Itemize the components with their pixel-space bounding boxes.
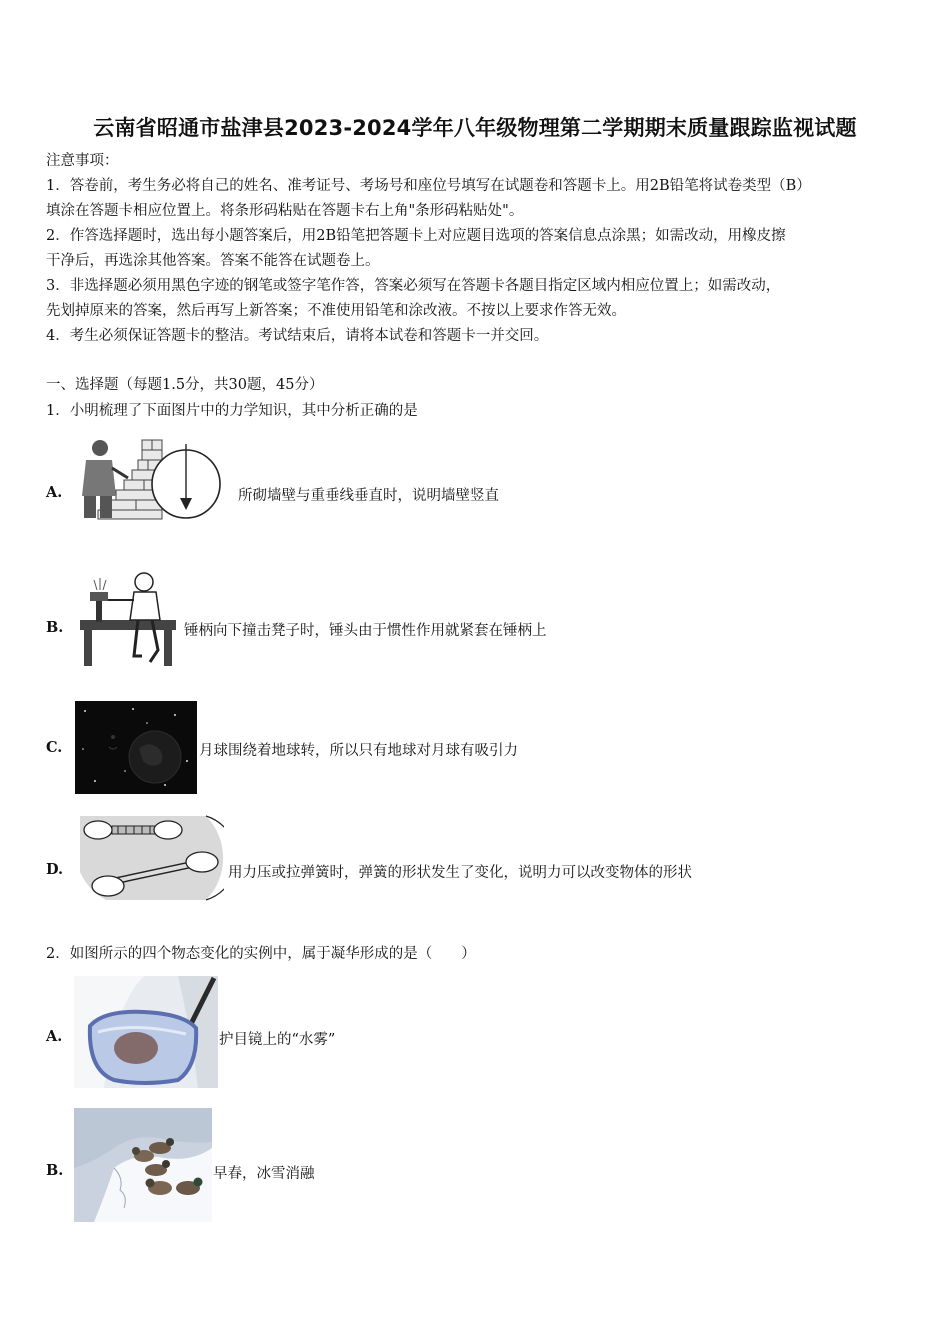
option-text: 早春，冰雪消融 — [213, 1166, 315, 1182]
option-letter: A. — [46, 484, 63, 501]
plumb-line-wall-figure — [76, 436, 232, 520]
notice-line: 先划掉原来的答案，然后再写上新答案；不准使用铅笔和涂改液。不按以上要求作答无效。 — [46, 303, 626, 319]
option-text: 用力压或拉弹簧时，弹簧的形状发生了变化，说明力可以改变物体的形状 — [228, 865, 692, 881]
option-text: 所砌墙壁与重垂线垂直时，说明墙壁竖直 — [238, 488, 499, 504]
option-letter: A. — [46, 1028, 63, 1045]
option-text: 锤柄向下撞击凳子时，锤头由于惯性作用就紧套在锤柄上 — [184, 623, 547, 639]
notice-line: 1．答卷前，考生务必将自己的姓名、准考证号、考场号和座位号填写在试题卷和答题卡上。用2B铅笔将试卷类型（B） — [46, 178, 811, 194]
notice-line: 4．考生必须保证答题卡的整洁。考试结束后，请将本试卷和答题卡一并交回。 — [46, 328, 549, 344]
option-letter: B. — [46, 1162, 64, 1179]
moon-earth-figure — [75, 701, 197, 794]
notice-line: 2．作答选择题时，选出每小题答案后，用2B铅笔把答题卡上对应题目选项的答案信息点涂黑；如需改动，用橡皮擦 — [46, 228, 786, 244]
notice-heading: 注意事项： — [46, 153, 119, 169]
hammer-stool-figure — [76, 570, 180, 670]
notice-line: 填涂在答题卡相应位置上。将条形码粘贴在答题卡右上角"条形码粘贴处"。 — [46, 203, 524, 219]
option-text: 月球围绕着地球转，所以只有地球对月球有吸引力 — [199, 743, 518, 759]
option-text: 护目镜上的“水雾” — [219, 1032, 336, 1048]
ducks-melting-ice-photo — [74, 1108, 212, 1222]
section-heading: 一、选择题（每题1.5分，共30题，45分） — [46, 377, 324, 393]
option-letter: D. — [46, 861, 64, 878]
notice-line: 干净后，再选涂其他答案。答案不能答在试题卷上。 — [46, 253, 380, 269]
option-letter: B. — [46, 619, 64, 636]
option-letter: C. — [46, 739, 63, 756]
spring-force-figure — [76, 812, 224, 904]
goggles-fog-photo — [74, 976, 218, 1088]
exam-title: 云南省昭通市盐津县2023-2024学年八年级物理第二学期期末质量跟踪监视试题 — [93, 116, 857, 140]
question-2-stem: 2．如图所示的四个物态变化的实例中，属于凝华形成的是（ ） — [46, 946, 476, 962]
question-1-stem: 1．小明梳理了下面图片中的力学知识，其中分析正确的是 — [46, 403, 418, 419]
notice-line: 3．非选择题必须用黑色字迹的钢笔或签字笔作答，答案必须写在答题卡各题目指定区域内相应位置上；如需改动， — [46, 278, 781, 294]
